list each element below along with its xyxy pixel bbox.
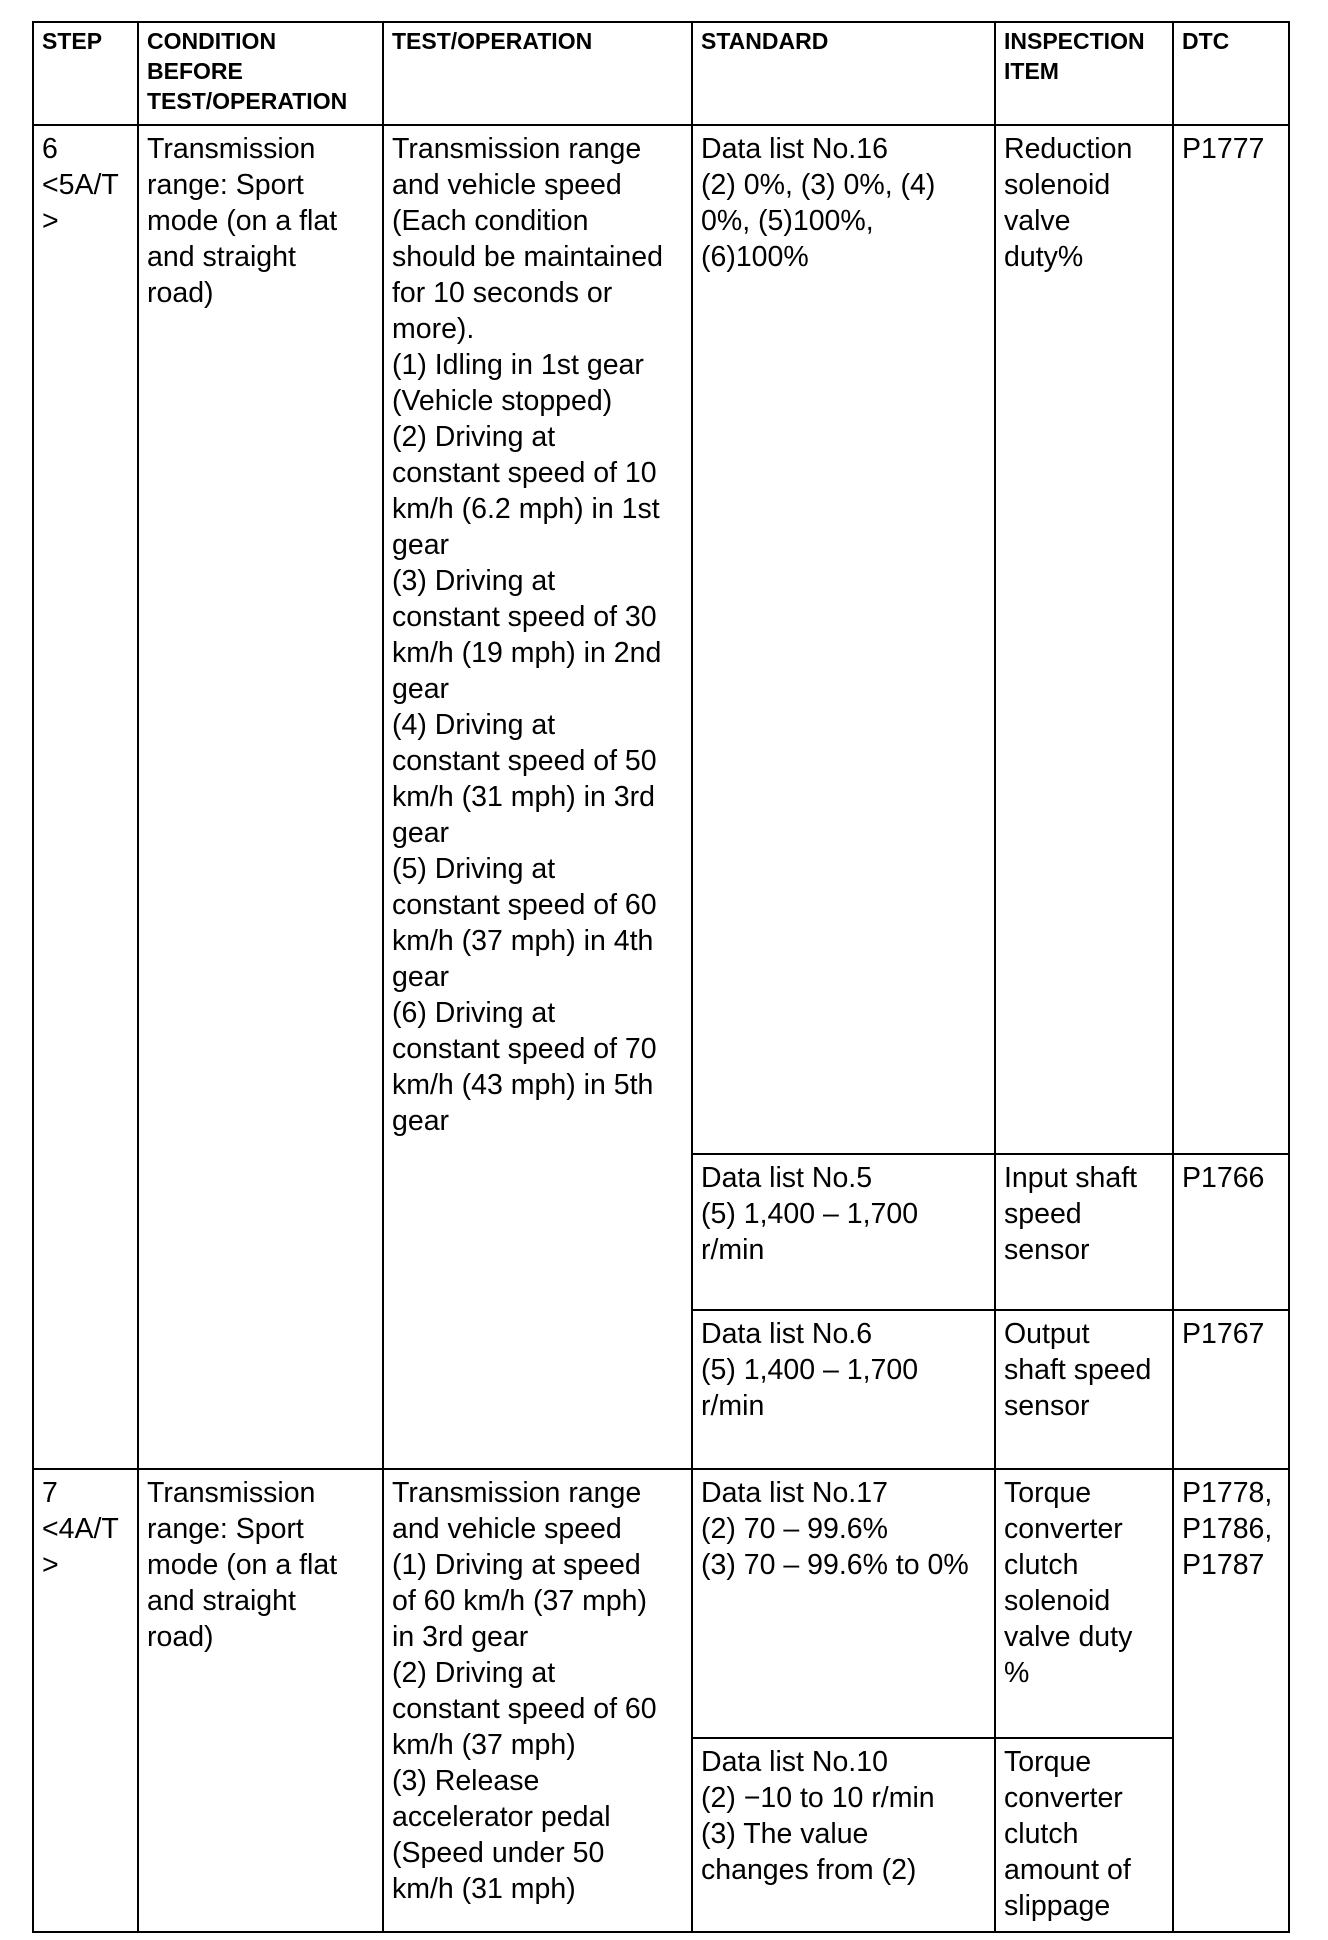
- step7-step: 7 <4A/T >: [33, 1469, 138, 1932]
- step6-condition: Transmission range: Sport mode (on a flat and straight road): [138, 125, 383, 1469]
- step7-inspection-1: Torque converter clutch solenoid valve duty %: [995, 1469, 1173, 1738]
- step6-inspection-2: Input shaft speed sensor: [995, 1154, 1173, 1310]
- inspection-table: [32, 21, 1290, 1933]
- step6-standard-3: Data list No.6 (5) 1,400 – 1,700 r/min: [692, 1310, 995, 1469]
- step6-inspection-1: Reduction solenoid valve duty%: [995, 125, 1173, 1154]
- step6-inspection-3: Output shaft speed sensor: [995, 1310, 1173, 1469]
- step6-test-operation: Transmission range and vehicle speed (Each condition should be maintained for 10 seconds or more). (1) Idling in 1st gear (Vehicle stopped) (2) Driving at constant speed of 10 km/h (6.2 mph) in 1st gear (3) Driving at constant speed of 30 km/h (19 mph) in 2nd gear (4) Driving at constant speed of 50 km/h (31 mph) in 3rd gear (5) Driving at constant speed of 60 km/h (37 mph) in 4th gear (6) Driving at constant speed of 70 km/h (43 mph) in 5th gear: [383, 125, 692, 1469]
- step7-standard-2: Data list No.10 (2) −10 to 10 r/min (3) The value changes from (2): [692, 1738, 995, 1932]
- step7-condition: Transmission range: Sport mode (on a flat and straight road): [138, 1469, 383, 1932]
- step6-standard-1: Data list No.16 (2) 0%, (3) 0%, (4) 0%, (5)100%, (6)100%: [692, 125, 995, 1154]
- step7-standard-1: Data list No.17 (2) 70 – 99.6% (3) 70 – 99.6% to 0%: [692, 1469, 995, 1738]
- header-standard: STANDARD: [692, 22, 995, 125]
- step6-dtc-1: P1777: [1173, 125, 1289, 1154]
- header-dtc: DTC: [1173, 22, 1289, 125]
- header-step: STEP: [33, 22, 138, 125]
- step6-step: 6 <5A/T >: [33, 125, 138, 1469]
- header-test-operation: TEST/OPERATION: [383, 22, 692, 125]
- step6-dtc-3: P1767: [1173, 1310, 1289, 1469]
- step6-dtc-2: P1766: [1173, 1154, 1289, 1310]
- step6-standard-2: Data list No.5 (5) 1,400 – 1,700 r/min: [692, 1154, 995, 1310]
- header-inspection-item: INSPECTION ITEM: [995, 22, 1173, 125]
- step7-test-operation: Transmission range and vehicle speed (1) Driving at speed of 60 km/h (37 mph) in 3rd gear (2) Driving at constant speed of 60 km/h (37 mph) (3) Release accelerator pedal (Speed under 50 km/h (31 mph): [383, 1469, 692, 1932]
- header-row: [33, 22, 1289, 125]
- step7-dtc: P1778, P1786, P1787: [1173, 1469, 1289, 1932]
- table-row: [33, 1469, 1289, 1738]
- step7-inspection-2: Torque converter clutch amount of slippage: [995, 1738, 1173, 1932]
- table-row: [33, 125, 1289, 1154]
- header-condition: CONDITION BEFORE TEST/OPERATION: [138, 22, 383, 125]
